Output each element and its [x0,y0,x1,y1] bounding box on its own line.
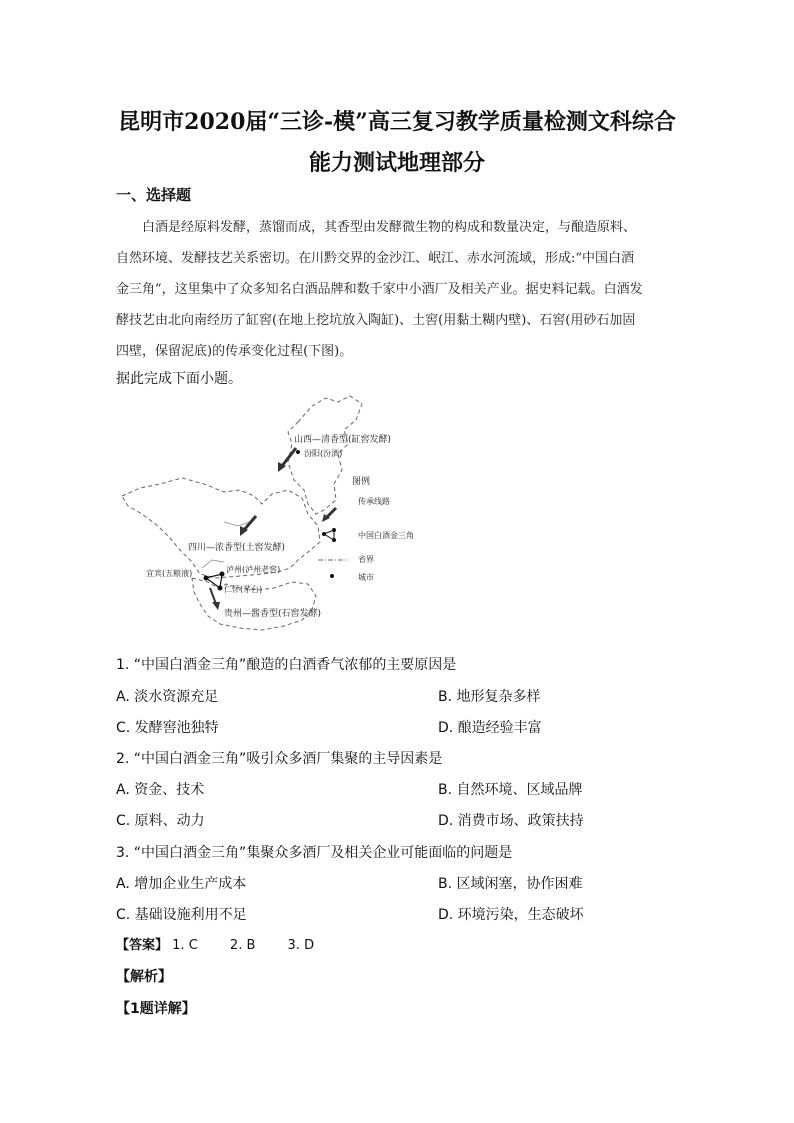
answer-row [116,934,342,953]
label-renhuai: 仁怀(茅台) [224,585,263,594]
route-arrow-guizhou [210,588,220,610]
route-arrow-sichuan [240,516,256,536]
answer-item-1: 1. C [172,938,198,953]
sichuan-border [122,478,320,578]
map-legend [318,475,414,582]
question-1-option-d[interactable]: D. 酿造经验丰富 [438,720,542,736]
golden-triangle [204,572,225,591]
answer-item-2: 2. B [229,938,256,953]
question-3-option-d[interactable]: D. 环境污染，生态破坏 [438,907,584,923]
passage-line-3: 金三角”，这里集中了众多知名白酒品牌和数千家中小酒厂及相关产业。据史料记载。白酒发 [116,282,643,297]
label-shanxi: 山西—清香型(缸窖发酵) [294,435,392,445]
legend-city: 城市 [358,573,374,582]
legend-route: 传承线路 [358,497,390,506]
question-3-option-c[interactable]: C. 基础设施利用不足 [116,907,247,923]
question-3-option-b[interactable]: B. 区域闲塞，协作困难 [438,876,583,892]
label-sichuan: 四川—浓香型(土窖发酵) [188,543,286,553]
label-yibin: 宜宾(五粮液) [146,569,193,578]
label-luzhou: 泸州(泸州老窖) [226,565,281,574]
question-2-stem: 2. “中国白酒金三角”吸引众多酒厂集聚的主导因素是 [116,751,443,767]
label-guizhou: 贵州—酱香型(石窖发酵) [224,609,322,619]
section-heading: 一、选择题 [116,186,192,204]
passage [116,212,682,367]
question-2-option-d[interactable]: D. 消费市场、政策扶持 [438,813,584,829]
question-1-option-b[interactable]: B. 地形复杂多样 [438,689,541,705]
answer-label: 【答案】 [116,938,169,953]
river [202,560,224,568]
liquor-route-map [112,392,472,642]
legend-triangle: 中国白酒金三角 [358,531,414,540]
passage-line-5: 四壁，保留泥底)的传承变化过程(下图)。 [116,344,353,359]
question-1-option-a[interactable]: A. 淡水资源充足 [116,689,219,705]
question-3-stem: 3. “中国白酒金三角”集聚众多酒厂及相关企业可能面临的问题是 [116,845,513,861]
answer-item-3: 3. D [287,938,315,953]
passage-line-4: 酵技艺由北向南经历了缸窖(在地上挖坑放入陶缸)、土窖(用黏土糊内壁)、石窖(用砂石加固 [116,313,636,328]
question-1-stem: 1. “中国白酒金三角”酿造的白酒香气浓郁的主要原因是 [116,657,457,673]
analysis-label: 【解析】 [116,969,172,985]
page-title-line-2: 能力测试地理部分 [308,150,485,176]
question-3-option-a[interactable]: A. 增加企业生产成本 [116,876,247,892]
passage-line-2: 自然环境、发酵技艺关系密切。在川黔交界的金沙江、岷江、赤水河流域，形成:“中国白酒 [116,251,635,266]
page-title-line-1: 昆明市2020届“三诊-模”高三复习教学质量检测文科综合 [118,109,676,135]
legend-title: 图例 [352,477,371,487]
legend-border: 省界 [358,555,374,564]
question-2-option-a[interactable]: A. 资金、技术 [116,782,205,798]
question-2-option-b[interactable]: B. 自然环境、区域品牌 [438,782,583,798]
label-fenyang: 汾阳(汾酒) [304,449,343,458]
question-1-option-c[interactable]: C. 发酵窖池独特 [116,720,219,736]
question-2-option-c[interactable]: C. 原料、动力 [116,813,205,829]
detail-label: 【1题详解】 [116,1001,196,1017]
route-arrow-shanxi [278,448,296,472]
city-fenyang-dot [296,450,300,454]
passage-line-1: 白酒是经原料发酵，蒸馏而成，其香型由发酵微生物的构成和数量决定，与酿造原料、 [142,220,637,235]
question-prompt: 据此完成下面小题。 [116,371,242,387]
